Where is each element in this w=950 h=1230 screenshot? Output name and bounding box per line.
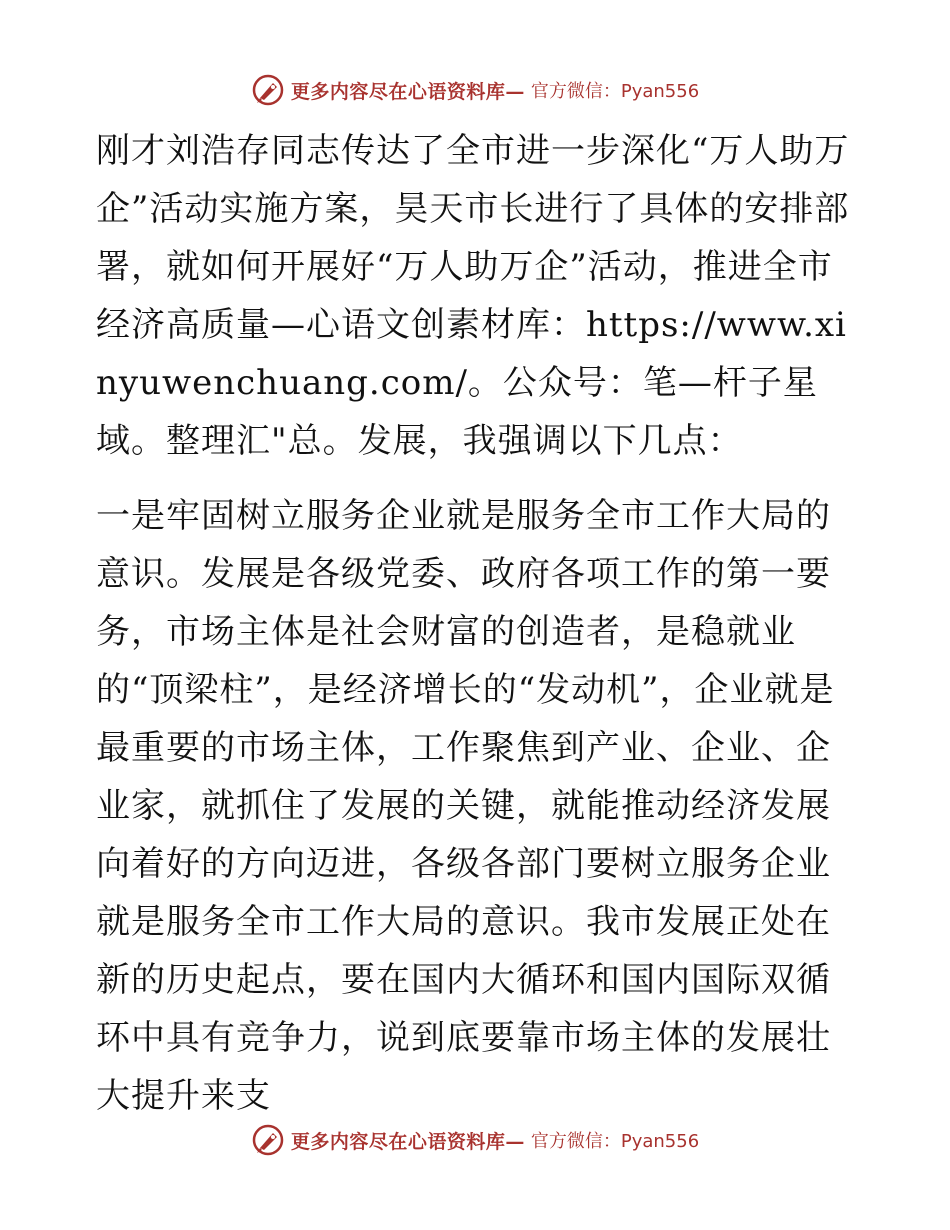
pen-nib-logo-icon: [251, 73, 285, 107]
paragraph-intro: 刚才刘浩存同志传达了全市进一步深化“万人助万企”活动实施方案，昊天市长进行了具体的安排部署，就如何开展好“万人助万企”活动，推进全市经济高质量—心语文创素材库：https://www.xinyuwenchuang.com/。公众号：笔—杆子星域。整理汇"总。发展，我强调以下几点：: [96, 131, 850, 461]
document-body: [96, 122, 856, 1125]
footer-banner: [0, 1120, 950, 1160]
banner-wechat-id: 官方微信：Pyan556: [530, 1131, 700, 1152]
banner-wechat-id: 官方微信：Pyan556: [530, 81, 700, 102]
header-banner: [0, 70, 950, 110]
banner-title: 更多内容尽在心语资料库—: [290, 1130, 525, 1153]
banner-title: 更多内容尽在心语资料库—: [290, 80, 525, 103]
pen-nib-logo-icon: [251, 1123, 285, 1157]
paragraph-point-one: 一是牢固树立服务企业就是服务全市工作大局的意识。发展是各级党委、政府各项工作的第一要务，市场主体是社会财富的创造者，是稳就业的“顶梁柱”，是经济增长的“发动机”，企业就是最重要的市场主体，工作聚焦到产业、企业、企业家，就抓住了发展的关键，就能推动经济发展向着好的方向迈进，各级各部门要树立服务企业就是服务全市工作大局的意识。我市发展正处在新的历史起点，要在国内大循环和国内国际双循环中具有竞争力，说到底要靠市场主体的发展壮大提升来支: [96, 496, 835, 1116]
